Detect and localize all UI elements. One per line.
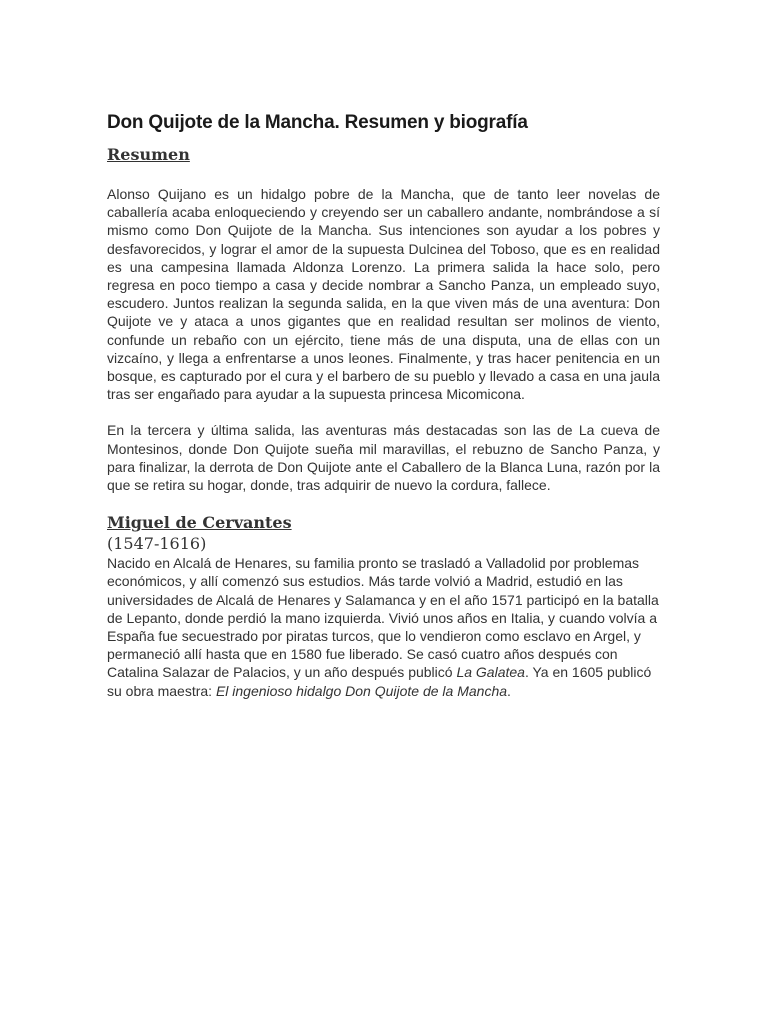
- cervantes-biography: [107, 554, 660, 700]
- document-title: Don Quijote de la Mancha. Resumen y biografía: [107, 112, 528, 133]
- work-don-quijote: El ingenioso hidalgo Don Quijote de la Mancha: [215, 682, 508, 699]
- work-la-galatea: La Galatea: [456, 664, 525, 681]
- cervantes-section: [107, 512, 660, 700]
- document-page: [107, 110, 660, 700]
- resumen-paragraph-1: Alonso Quijano es un hidalgo pobre de la Mancha, que de tanto leer novelas de caballería acaba enloqueciendo y creyendo ser un caballero andante, nombrándose a sí mismo como Don Quijote de la Mancha. Sus intenciones son ayudar a los pobres y desfavorecidos, y lograr el amor de la supuesta Dulcinea del Toboso, que es en realidad es una campesina llamada Aldonza Lorenzo. La primera salida la hace solo, pero regresa en poco tiempo a casa y decide nombrar a Sancho Panza, un empleado suyo, escudero. Juntos realizan la segunda salida, en la que viven más de una aventura: Don Quijote ve y ataca a unos gigantes que en realidad resultan ser molinos de viento, confunde un rebaño con un ejército, tiene más de una disputa, una de ellas con un vizcaíno, y llega a enfrentarse a unos leones. Finalmente, y tras hacer penitencia en un bosque, es capturado por el cura y el barbero de su pueblo y llevado a casa en una jaula tras ser engañado para ayudar a la supuesta princesa Micomicona.: [107, 186, 660, 403]
- cervantes-years: (1547-1616): [107, 534, 207, 554]
- bio-end-text: .: [507, 682, 511, 699]
- cervantes-heading: Miguel de Cervantes: [107, 513, 292, 533]
- bio-text: Nacido en Alcalá de Henares, su familia pronto se trasladó a Valladolid por problemas económicos, y allí comenzó sus estudios. Más tarde volvió a Madrid, estudió en las universidades de Alcalá de Henares y Salamanca y en el año 1571 participó en la batalla de Lepanto, donde perdió la mano izquierda. Vivió unos años en Italia, y cuando volvía a España fue secuestrado por piratas turcos, que lo vendieron como esclavo en Argel, y permaneció allí hasta que en 1580 fue liberado. Se casó cuatro años después con Catalina Salazar de Palacios, y un año después publicó: [107, 555, 659, 681]
- resumen-heading: Resumen: [107, 145, 190, 164]
- bio-mid-text: . Ya en 1605 publicó su obra maestra:: [107, 664, 652, 699]
- resumen-paragraph-2: En la tercera y última salida, las aventuras más destacadas son las de La cueva de Montesinos, donde Don Quijote sueña mil maravillas, el rebuzno de Sancho Panza, y para finalizar, la derrota de Don Quijote ante el Caballero de la Blanca Luna, razón por la que se retira su hogar, donde, tras adquirir de nuevo la cordura, fallece.: [107, 422, 660, 494]
